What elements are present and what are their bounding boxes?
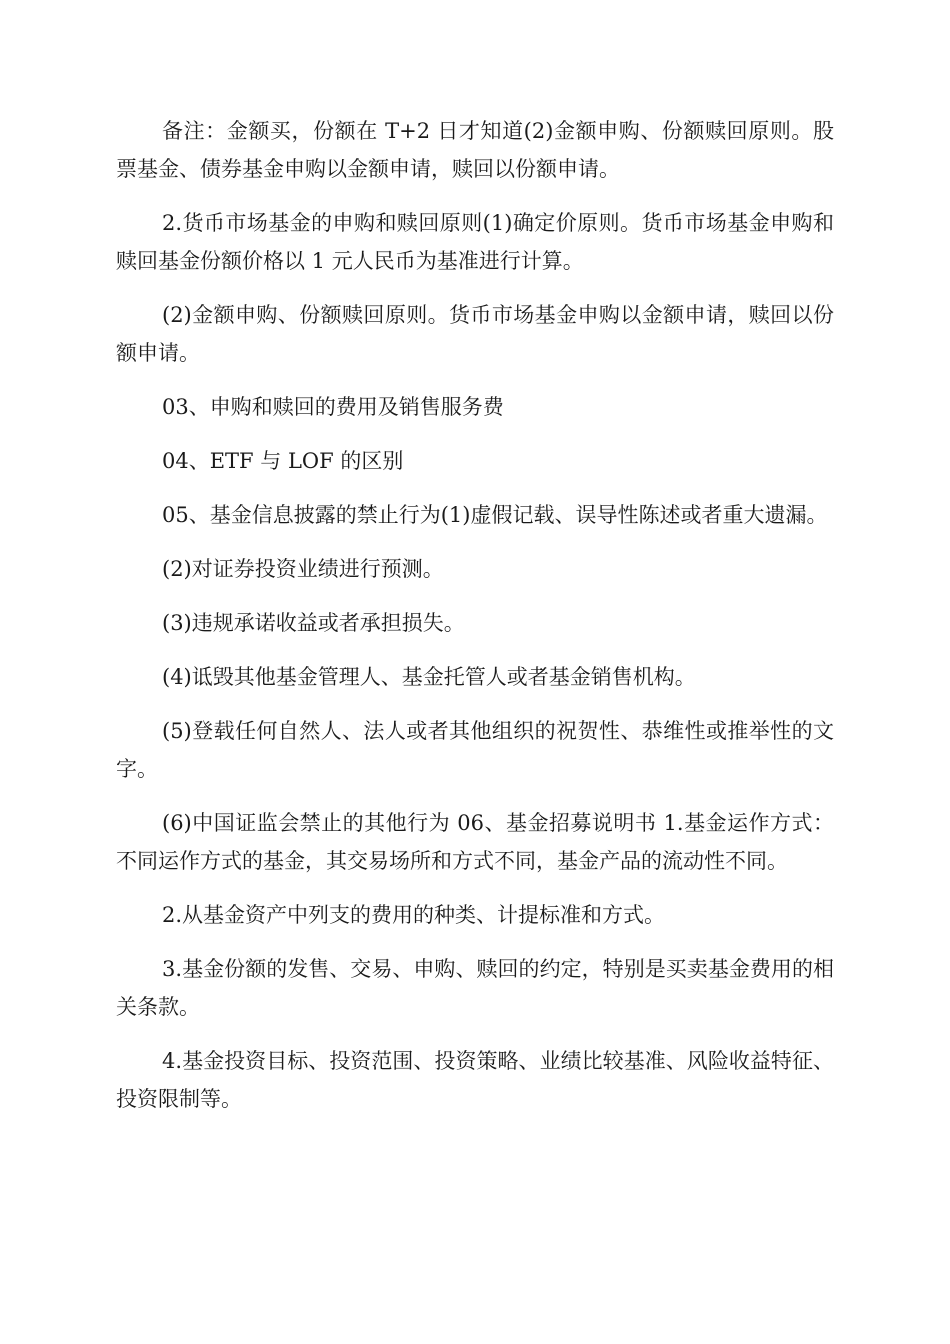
list-item-4: (4)诋毁其他基金管理人、基金托管人或者基金销售机构。	[162, 665, 696, 689]
section-heading-03: 03、申购和赎回的费用及销售服务费	[162, 395, 504, 419]
list-item-6-and-section-06: (6)中国证监会禁止的其他行为 06、基金招募说明书 1.基金运作方式：不同运作方式的基金，其交易场所和方式不同，基金产品的流动性不同。	[116, 811, 834, 873]
document-body	[116, 112, 834, 1134]
section-heading-05: 05、基金信息披露的禁止行为(1)虚假记载、误导性陈述或者重大遗漏。	[162, 503, 828, 527]
list-item-5: (5)登载任何自然人、法人或者其他组织的祝贺性、恭维性或推举性的文字。	[116, 719, 834, 781]
paragraph-note-amount-purchase: 备注：金额买，份额在 T+2 日才知道(2)金额申购、份额赎回原则。股票基金、债券基金申购以金额申请，赎回以份额申请。	[116, 119, 834, 181]
list-item-3: (3)违规承诺收益或者承担损失。	[162, 611, 465, 635]
prospectus-item-4: 4.基金投资目标、投资范围、投资策略、业绩比较基准、风险收益特征、投资限制等。	[116, 1049, 834, 1111]
prospectus-item-2: 2.从基金资产中列支的费用的种类、计提标准和方式。	[162, 903, 666, 927]
paragraph-money-market-principles: 2.货币市场基金的申购和赎回原则(1)确定价原则。货币市场基金申购和赎回基金份额价格以 1 元人民币为基准进行计算。	[116, 211, 834, 273]
list-item-2: (2)对证券投资业绩进行预测。	[162, 557, 444, 581]
paragraph-amount-purchase-share-redemption: (2)金额申购、份额赎回原则。货币市场基金申购以金额申请，赎回以份额申请。	[116, 303, 834, 365]
prospectus-item-3: 3.基金份额的发售、交易、申购、赎回的约定，特别是买卖基金费用的相关条款。	[116, 957, 834, 1019]
section-heading-04: 04、ETF 与 LOF 的区别	[162, 449, 404, 473]
